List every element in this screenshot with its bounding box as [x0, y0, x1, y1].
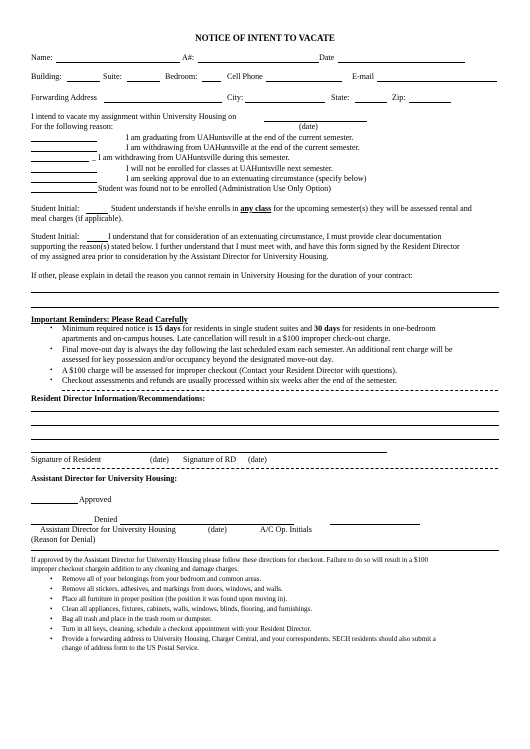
- other-explain-label: If other, please explain in detail the reason you cannot remain in University Housing for the duration of your contract:: [31, 271, 413, 280]
- reason-text: _ I am withdrawing from UAHuntsville during this semester.: [92, 153, 290, 162]
- email-label: E-mail: [352, 72, 375, 81]
- reason-check-5[interactable]: [31, 182, 97, 183]
- reason-label: For the following reason:: [31, 122, 114, 131]
- other-explain-line-2[interactable]: [31, 307, 499, 308]
- ac-initials-label: A/C Op. Initials: [260, 525, 312, 534]
- checkout-intro: If approved by the Assistant Director for University Housing please follow these directions for checkout. Failure to do so will result in a $100: [31, 556, 428, 564]
- reason-check-2[interactable]: [31, 151, 97, 152]
- suite-label: Suite:: [103, 72, 122, 81]
- email-field[interactable]: [377, 81, 497, 82]
- divider: [31, 550, 499, 551]
- signature-date-1: (date): [150, 455, 169, 464]
- signature-resident-label: Signature of Resident: [31, 455, 102, 464]
- vacate-date-caption: (date): [299, 122, 318, 131]
- checkout-item: Provide a forwarding address to University Housing, Charger Central, and your correspondents. SECH residents should also submit a: [62, 635, 436, 643]
- initial-2-line2: supporting the reason(s) stated below. I further understand that I must meet with, and have this form signed by the Resident Director: [31, 242, 460, 251]
- reason-check-4[interactable]: [31, 172, 97, 173]
- reminder-1: Minimum required notice is 15 days for residents in single student suites and 30 days for residents in one-bedroom: [62, 324, 436, 333]
- reason-text: I am graduating from UAHuntsville at the end of the current semester.: [126, 133, 354, 142]
- reason-check-1[interactable]: [31, 141, 97, 142]
- a-number-field[interactable]: [198, 62, 319, 63]
- bullet-icon: •: [50, 605, 53, 613]
- checkout-item: Place all furniture in proper position (the position it was found upon moving in).: [62, 595, 288, 603]
- suite-field[interactable]: [127, 81, 160, 82]
- page-title: NOTICE OF INTENT TO VACATE: [195, 33, 335, 43]
- rd-line-2[interactable]: [31, 425, 499, 426]
- bullet-icon: •: [50, 625, 53, 633]
- other-explain-line-1[interactable]: [31, 292, 499, 293]
- ad-heading: Assistant Director for University Housing:: [31, 474, 178, 483]
- reminders-heading: Important Reminders: Please Read Carefully: [31, 315, 188, 324]
- denied-label: Denied: [94, 515, 118, 524]
- bedroom-field[interactable]: [202, 81, 221, 82]
- cell-phone-label: Cell Phone: [227, 72, 263, 81]
- approved-field[interactable]: [31, 503, 78, 504]
- zip-field[interactable]: [409, 102, 451, 103]
- student-initial-label: Student Initial:: [31, 204, 80, 213]
- divider: [62, 468, 498, 469]
- signature-line[interactable]: [31, 452, 387, 453]
- bullet-icon: •: [50, 366, 53, 374]
- initial-2-line3: of my assigned area prior to consideration by the Assistant Director for University Housing.: [31, 252, 329, 261]
- bedroom-label: Bedroom:: [165, 72, 198, 81]
- checkout-item: Turn in all keys, cleaning, schedule a checkout appointment with your Resident Director.: [62, 625, 312, 633]
- checkout-item: Remove all stickers, adhesives, and markings from doors, windows, and walls.: [62, 585, 283, 593]
- reason-check-6[interactable]: [31, 192, 97, 193]
- signature-rd-label: Signature of RD: [183, 455, 237, 464]
- checkout-item: Clean all appliances, fixtures, cabinets, walls, windows, blinds, flooring, and furnishings.: [62, 605, 313, 613]
- zip-label: Zip:: [392, 93, 406, 102]
- state-field[interactable]: [355, 102, 387, 103]
- approved-label: Approved: [79, 495, 112, 504]
- any-class-emphasis: any class: [240, 204, 272, 213]
- date-field[interactable]: [338, 62, 465, 63]
- reason-text: I will not be enrolled for classes at UAHuntsville next semester.: [126, 164, 334, 173]
- name-label: Name:: [31, 53, 53, 62]
- state-label: State:: [331, 93, 350, 102]
- a-number-label: A#:: [182, 53, 195, 62]
- reminder-3: A $100 charge will be assessed for improper checkout (Contact your Resident Director with questions).: [62, 366, 397, 375]
- checkout-intro-line2: improper checkout chargein addition to any cleaning and damage charges.: [31, 565, 239, 573]
- initial-2-line1: I understand that for consideration of an extenuating circumstance, I must provide clear documentation: [108, 232, 442, 241]
- reason-text: I am withdrawing from UAHuntsville at the end of the current semester.: [126, 143, 360, 152]
- reminder-2: Final move-out day is always the day following the last scheduled exam each semester. An additional rent charge will be: [62, 345, 453, 354]
- building-label: Building:: [31, 72, 62, 81]
- ad-date-label: (date): [208, 525, 227, 534]
- bullet-icon: •: [50, 324, 53, 332]
- checkout-item: Remove all of your belongings from your bedroom and common areas.: [62, 575, 262, 583]
- reason-text: I am seeking approval due to an extenuating circumstance (specify below): [126, 174, 367, 183]
- date-label: Date: [319, 53, 335, 62]
- checkout-item-continued: change of address form to the US Postal Service.: [62, 644, 200, 652]
- rd-line-3[interactable]: [31, 439, 499, 440]
- reminder-1-line2: apartments and on-campus houses. Late cancellation will result in a $100 improper check-out charge.: [62, 334, 391, 343]
- denial-reason-label: (Reason for Denial): [31, 535, 96, 544]
- rd-heading: Resident Director Information/Recommendations:: [31, 394, 206, 403]
- name-field[interactable]: [56, 62, 180, 63]
- bullet-icon: •: [50, 595, 53, 603]
- rd-line-1[interactable]: [31, 411, 499, 412]
- ac-initials-field[interactable]: [330, 524, 420, 525]
- bullet-icon: •: [50, 585, 53, 593]
- reminder-4: Checkout assessments and refunds are usually processed within six weeks after the end of the semester.: [62, 376, 397, 385]
- reason-text: Student was found not to be enrolled (Administration Use Only Option): [98, 184, 331, 193]
- bullet-icon: •: [50, 615, 53, 623]
- bullet-icon: •: [50, 575, 53, 583]
- divider: [62, 390, 498, 391]
- signature-date-2: (date): [248, 455, 267, 464]
- reason-check-3[interactable]: [31, 161, 89, 162]
- city-label: City:: [227, 93, 244, 102]
- initial-1-text: Student understands if he/she enrolls in any class for the upcoming semester(s) they will be assessed rental and: [111, 204, 472, 213]
- bullet-icon: •: [50, 345, 53, 353]
- building-field[interactable]: [67, 81, 100, 82]
- initial-1-line2: meal charges (if applicable).: [31, 214, 123, 223]
- forwarding-address-label: Forwarding Address: [31, 93, 97, 102]
- ad-signature-label: Assistant Director for University Housing: [40, 525, 176, 534]
- bullet-icon: •: [50, 376, 53, 384]
- student-initial-label: Student Initial:: [31, 232, 80, 241]
- checkout-item: Bag all trash and place in the trash room or dumpster.: [62, 615, 212, 623]
- intent-line: I intend to vacate my assignment within University Housing on: [31, 112, 237, 121]
- reminder-2-line2: assessed for key possession and/or occupancy beyond the designated move-out day.: [62, 355, 334, 364]
- forwarding-address-field[interactable]: [104, 102, 222, 103]
- city-field[interactable]: [245, 102, 325, 103]
- bullet-icon: •: [50, 635, 53, 643]
- cell-phone-field[interactable]: [266, 81, 342, 82]
